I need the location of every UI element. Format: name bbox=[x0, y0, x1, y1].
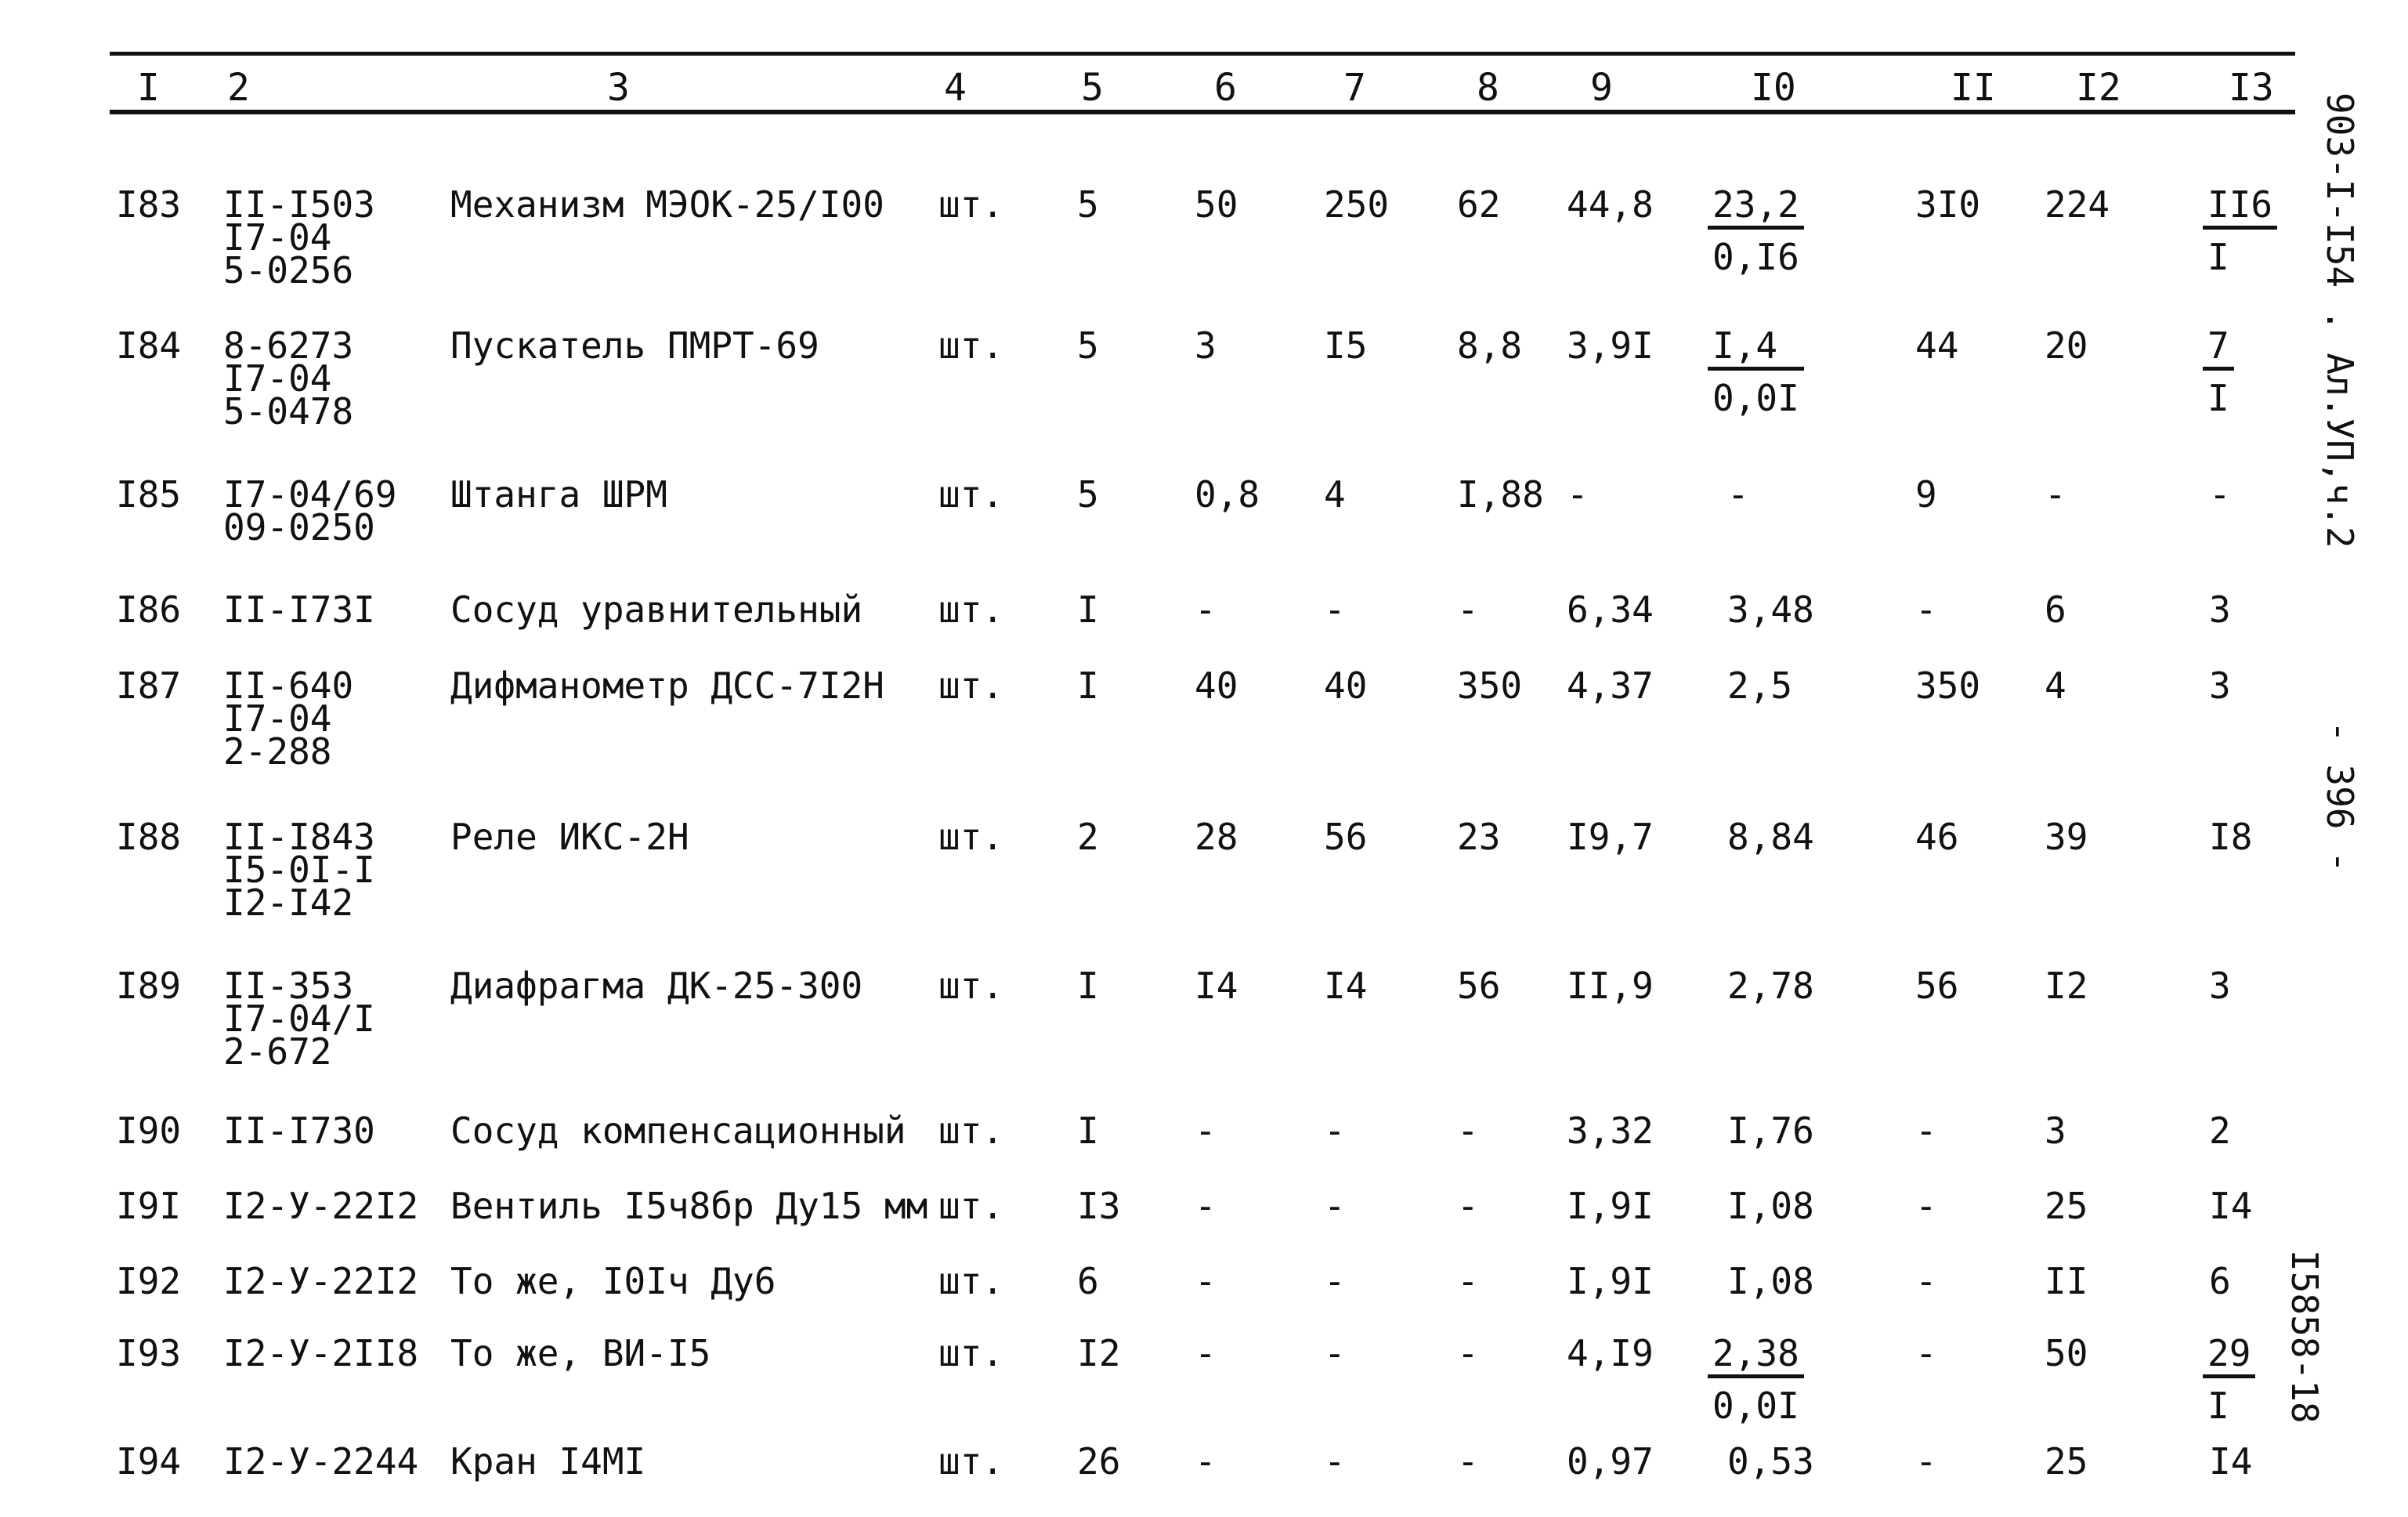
row-c13: - bbox=[2209, 473, 2231, 516]
row-c8: - bbox=[1457, 1110, 1479, 1152]
header-col-11: II bbox=[1951, 66, 1996, 110]
row-code-line: I2-У-22I2 bbox=[223, 1260, 419, 1302]
row-name: То же, ВИ-I5 bbox=[450, 1332, 711, 1374]
row-name: Реле ИКС-2Н bbox=[450, 816, 689, 858]
row-code-line: I5-0I-I bbox=[223, 849, 375, 891]
row-c5: I bbox=[1077, 588, 1099, 631]
row-c10-fraction bbox=[1708, 183, 1804, 278]
row-c7: - bbox=[1324, 1260, 1346, 1302]
row-name: Штанга ШРМ bbox=[450, 473, 667, 516]
row-c7: - bbox=[1324, 1440, 1346, 1483]
row-c8: 8,8 bbox=[1457, 324, 1523, 367]
row-unit: шт. bbox=[938, 324, 1004, 367]
row-c13: 6 bbox=[2209, 1260, 2231, 1302]
row-c13-fraction-numerator: 29 bbox=[2203, 1335, 2255, 1378]
header-col-8: 8 bbox=[1477, 66, 1499, 110]
row-c10-fraction bbox=[1708, 324, 1804, 419]
row-c10: 8,84 bbox=[1727, 816, 1814, 858]
row-code-line: I2-I42 bbox=[223, 882, 354, 924]
row-name: Дифманометр ДСС-7I2Н bbox=[450, 664, 884, 707]
row-c7: - bbox=[1324, 1185, 1346, 1227]
row-unit: шт. bbox=[938, 965, 1004, 1007]
row-number: I9I bbox=[116, 1185, 182, 1227]
row-unit: шт. bbox=[938, 1110, 1004, 1152]
row-c5: I3 bbox=[1077, 1185, 1121, 1227]
row-c7: - bbox=[1324, 588, 1346, 631]
row-c10: I,08 bbox=[1727, 1185, 1814, 1227]
row-c5: I bbox=[1077, 664, 1099, 707]
row-c11: 3I0 bbox=[1915, 183, 1981, 226]
row-c8: I,88 bbox=[1457, 473, 1544, 516]
row-c5: 5 bbox=[1077, 473, 1099, 516]
row-c8: - bbox=[1457, 588, 1479, 631]
row-c13-fraction bbox=[2203, 1332, 2255, 1427]
row-c13-fraction-denominator: I bbox=[2207, 236, 2229, 278]
row-c12: - bbox=[2045, 473, 2066, 516]
row-name: Сосуд уравнительный bbox=[450, 588, 863, 631]
row-code-line: I7-04 bbox=[223, 357, 332, 400]
row-c10: I,08 bbox=[1727, 1260, 1814, 1302]
row-code-line: 5-0478 bbox=[223, 390, 354, 433]
row-code-line: I2-У-2II8 bbox=[223, 1332, 419, 1374]
row-c6: I4 bbox=[1195, 965, 1238, 1007]
row-name: Вентиль I5ч8бр Ду15 мм bbox=[450, 1185, 928, 1227]
row-c5: 2 bbox=[1077, 816, 1099, 858]
row-c12: 6 bbox=[2045, 588, 2066, 631]
row-number: I89 bbox=[116, 965, 182, 1007]
row-c11: 46 bbox=[1915, 816, 1959, 858]
row-code-line: II-I843 bbox=[223, 816, 375, 858]
row-c8: 23 bbox=[1457, 816, 1501, 858]
row-unit: шт. bbox=[938, 1332, 1004, 1374]
row-c6: - bbox=[1195, 588, 1217, 631]
side-doc-code: 903-I-I54 . Ал.УП,ч.2 bbox=[2319, 92, 2361, 549]
row-code-line: I2-У-22I2 bbox=[223, 1185, 419, 1227]
row-c6: - bbox=[1195, 1332, 1217, 1374]
row-name: Сосуд компенсационный bbox=[450, 1110, 906, 1152]
row-c6: 40 bbox=[1195, 664, 1238, 707]
row-unit: шт. bbox=[938, 1185, 1004, 1227]
row-c10-fraction-numerator: I,4 bbox=[1708, 328, 1804, 371]
row-c6: - bbox=[1195, 1110, 1217, 1152]
row-c9: - bbox=[1567, 473, 1589, 516]
row-c13-fraction-numerator: 7 bbox=[2203, 328, 2234, 371]
row-name: Кран I4МI bbox=[450, 1440, 646, 1483]
row-c6: 3 bbox=[1195, 324, 1217, 367]
row-c5: 5 bbox=[1077, 183, 1099, 226]
row-code-line: 8-6273 bbox=[223, 324, 354, 367]
row-number: I84 bbox=[116, 324, 182, 367]
row-c13-fraction-denominator: I bbox=[2207, 377, 2229, 419]
row-c6: 50 bbox=[1195, 183, 1238, 226]
row-c11: - bbox=[1915, 1260, 1937, 1302]
side-page-number: - 396 - bbox=[2319, 721, 2361, 873]
row-unit: шт. bbox=[938, 588, 1004, 631]
row-c12: 20 bbox=[2045, 324, 2088, 367]
row-c11: - bbox=[1915, 1332, 1937, 1374]
row-c7: 56 bbox=[1324, 816, 1368, 858]
row-c13: I4 bbox=[2209, 1440, 2253, 1483]
row-number: I87 bbox=[116, 664, 182, 707]
row-c10: 0,53 bbox=[1727, 1440, 1814, 1483]
row-unit: шт. bbox=[938, 183, 1004, 226]
row-c12: 50 bbox=[2045, 1332, 2088, 1374]
row-c12: II bbox=[2045, 1260, 2088, 1302]
row-c5: I bbox=[1077, 965, 1099, 1007]
row-unit: шт. bbox=[938, 816, 1004, 858]
row-code-line: I7-04/I bbox=[223, 997, 375, 1040]
row-c8: 56 bbox=[1457, 965, 1501, 1007]
header-top-rule bbox=[110, 52, 2295, 56]
row-c9: 6,34 bbox=[1567, 588, 1654, 631]
row-c13: I4 bbox=[2209, 1185, 2253, 1227]
row-number: I88 bbox=[116, 816, 182, 858]
row-c13-fraction-numerator: II6 bbox=[2203, 186, 2277, 230]
row-code-line: I2-У-2244 bbox=[223, 1440, 419, 1483]
row-c13: 3 bbox=[2209, 588, 2231, 631]
row-number: I90 bbox=[116, 1110, 182, 1152]
row-c10-fraction-numerator: 2,38 bbox=[1708, 1335, 1804, 1378]
row-name: Пускатель ПМРТ-69 bbox=[450, 324, 819, 367]
row-c9: I,9I bbox=[1567, 1260, 1654, 1302]
row-unit: шт. bbox=[938, 473, 1004, 516]
row-number: I93 bbox=[116, 1332, 182, 1374]
row-c7: I4 bbox=[1324, 965, 1368, 1007]
row-c11: 56 bbox=[1915, 965, 1959, 1007]
row-c6: 28 bbox=[1195, 816, 1238, 858]
header-col-12: I2 bbox=[2076, 66, 2121, 110]
header-col-9: 9 bbox=[1590, 66, 1613, 110]
row-number: I83 bbox=[116, 183, 182, 226]
header-col-1: I bbox=[137, 66, 160, 110]
row-c5: 5 bbox=[1077, 324, 1099, 367]
row-c10-fraction-denominator: 0,I6 bbox=[1712, 236, 1799, 278]
row-c12: 39 bbox=[2045, 816, 2088, 858]
row-c8: - bbox=[1457, 1185, 1479, 1227]
row-c7: - bbox=[1324, 1110, 1346, 1152]
row-c7: I5 bbox=[1324, 324, 1368, 367]
header-col-13: I3 bbox=[2229, 66, 2274, 110]
header-col-10: I0 bbox=[1751, 66, 1796, 110]
row-number: I86 bbox=[116, 588, 182, 631]
row-c10: - bbox=[1727, 473, 1749, 516]
row-c9: I9,7 bbox=[1567, 816, 1654, 858]
row-c5: I2 bbox=[1077, 1332, 1121, 1374]
row-c7: - bbox=[1324, 1332, 1346, 1374]
row-c10-fraction-denominator: 0,0I bbox=[1712, 377, 1799, 419]
row-c12: 224 bbox=[2045, 183, 2110, 226]
header-col-2: 2 bbox=[227, 66, 250, 110]
row-c10: 2,78 bbox=[1727, 965, 1814, 1007]
row-c9: II,9 bbox=[1567, 965, 1654, 1007]
row-code-line: I7-04/69 bbox=[223, 473, 397, 516]
row-c10: 2,5 bbox=[1727, 664, 1793, 707]
row-code-line: 5-0256 bbox=[223, 249, 354, 291]
row-c13: 3 bbox=[2209, 965, 2231, 1007]
header-col-7: 7 bbox=[1343, 66, 1366, 110]
row-c8: - bbox=[1457, 1440, 1479, 1483]
row-name: Механизм МЭОК-25/I00 bbox=[450, 183, 884, 226]
side-stamp: I5858-18 bbox=[2283, 1250, 2326, 1424]
row-c11: 350 bbox=[1915, 664, 1981, 707]
row-c11: 44 bbox=[1915, 324, 1959, 367]
row-c7: 250 bbox=[1324, 183, 1390, 226]
row-c9: 4,I9 bbox=[1567, 1332, 1654, 1374]
row-c12: 25 bbox=[2045, 1440, 2088, 1483]
row-c9: 0,97 bbox=[1567, 1440, 1654, 1483]
row-c11: - bbox=[1915, 1185, 1937, 1227]
row-c8: 350 bbox=[1457, 664, 1523, 707]
row-c13-fraction-denominator: I bbox=[2207, 1385, 2229, 1427]
row-code-line: 2-672 bbox=[223, 1030, 332, 1073]
row-c7: 40 bbox=[1324, 664, 1368, 707]
row-c5: I bbox=[1077, 1110, 1099, 1152]
row-name: Диафрагма ДК-25-300 bbox=[450, 965, 863, 1007]
row-number: I85 bbox=[116, 473, 182, 516]
row-c9: 4,37 bbox=[1567, 664, 1654, 707]
row-c12: I2 bbox=[2045, 965, 2088, 1007]
row-c9: I,9I bbox=[1567, 1185, 1654, 1227]
row-c10-fraction-numerator: 23,2 bbox=[1708, 186, 1804, 230]
row-c9: 3,9I bbox=[1567, 324, 1654, 367]
row-c13-fraction bbox=[2203, 183, 2277, 278]
row-c6: 0,8 bbox=[1195, 473, 1260, 516]
row-c8: - bbox=[1457, 1332, 1479, 1374]
row-c12: 4 bbox=[2045, 664, 2066, 707]
row-c9: 44,8 bbox=[1567, 183, 1654, 226]
row-name: То же, I0Iч Ду6 bbox=[450, 1260, 776, 1302]
header-col-6: 6 bbox=[1214, 66, 1237, 110]
row-c5: 6 bbox=[1077, 1260, 1099, 1302]
row-c10: I,76 bbox=[1727, 1110, 1814, 1152]
header-bottom-rule bbox=[110, 110, 2295, 114]
row-c12: 3 bbox=[2045, 1110, 2066, 1152]
header-col-3: 3 bbox=[607, 66, 630, 110]
row-code-line: II-353 bbox=[223, 965, 354, 1007]
row-code-line: II-I73I bbox=[223, 588, 375, 631]
row-unit: шт. bbox=[938, 1260, 1004, 1302]
header-col-5: 5 bbox=[1081, 66, 1104, 110]
row-c8: 62 bbox=[1457, 183, 1501, 226]
row-c13: I8 bbox=[2209, 816, 2253, 858]
row-c11: - bbox=[1915, 588, 1937, 631]
row-c13: 3 bbox=[2209, 664, 2231, 707]
row-c5: 26 bbox=[1077, 1440, 1121, 1483]
row-c11: 9 bbox=[1915, 473, 1937, 516]
row-number: I92 bbox=[116, 1260, 182, 1302]
row-c11: - bbox=[1915, 1110, 1937, 1152]
row-code-line: II-I730 bbox=[223, 1110, 375, 1152]
row-c10-fraction-denominator: 0,0I bbox=[1712, 1385, 1799, 1427]
row-c6: - bbox=[1195, 1440, 1217, 1483]
row-code-line: 2-288 bbox=[223, 730, 332, 773]
row-c12: 25 bbox=[2045, 1185, 2088, 1227]
row-c13-fraction bbox=[2203, 324, 2234, 419]
row-code-line: 09-0250 bbox=[223, 506, 375, 549]
row-code-line: I7-04 bbox=[223, 697, 332, 740]
row-unit: шт. bbox=[938, 1440, 1004, 1483]
row-number: I94 bbox=[116, 1440, 182, 1483]
row-unit: шт. bbox=[938, 664, 1004, 707]
row-c13: 2 bbox=[2209, 1110, 2231, 1152]
row-c7: 4 bbox=[1324, 473, 1346, 516]
row-c11: - bbox=[1915, 1440, 1937, 1483]
row-c10: 3,48 bbox=[1727, 588, 1814, 631]
header-col-4: 4 bbox=[944, 66, 967, 110]
row-c9: 3,32 bbox=[1567, 1110, 1654, 1152]
row-c6: - bbox=[1195, 1185, 1217, 1227]
row-code-line: II-640 bbox=[223, 664, 354, 707]
row-code-line: I7-04 bbox=[223, 216, 332, 259]
row-c8: - bbox=[1457, 1260, 1479, 1302]
row-c10-fraction bbox=[1708, 1332, 1804, 1427]
row-c6: - bbox=[1195, 1260, 1217, 1302]
row-code-line: II-I503 bbox=[223, 183, 375, 226]
